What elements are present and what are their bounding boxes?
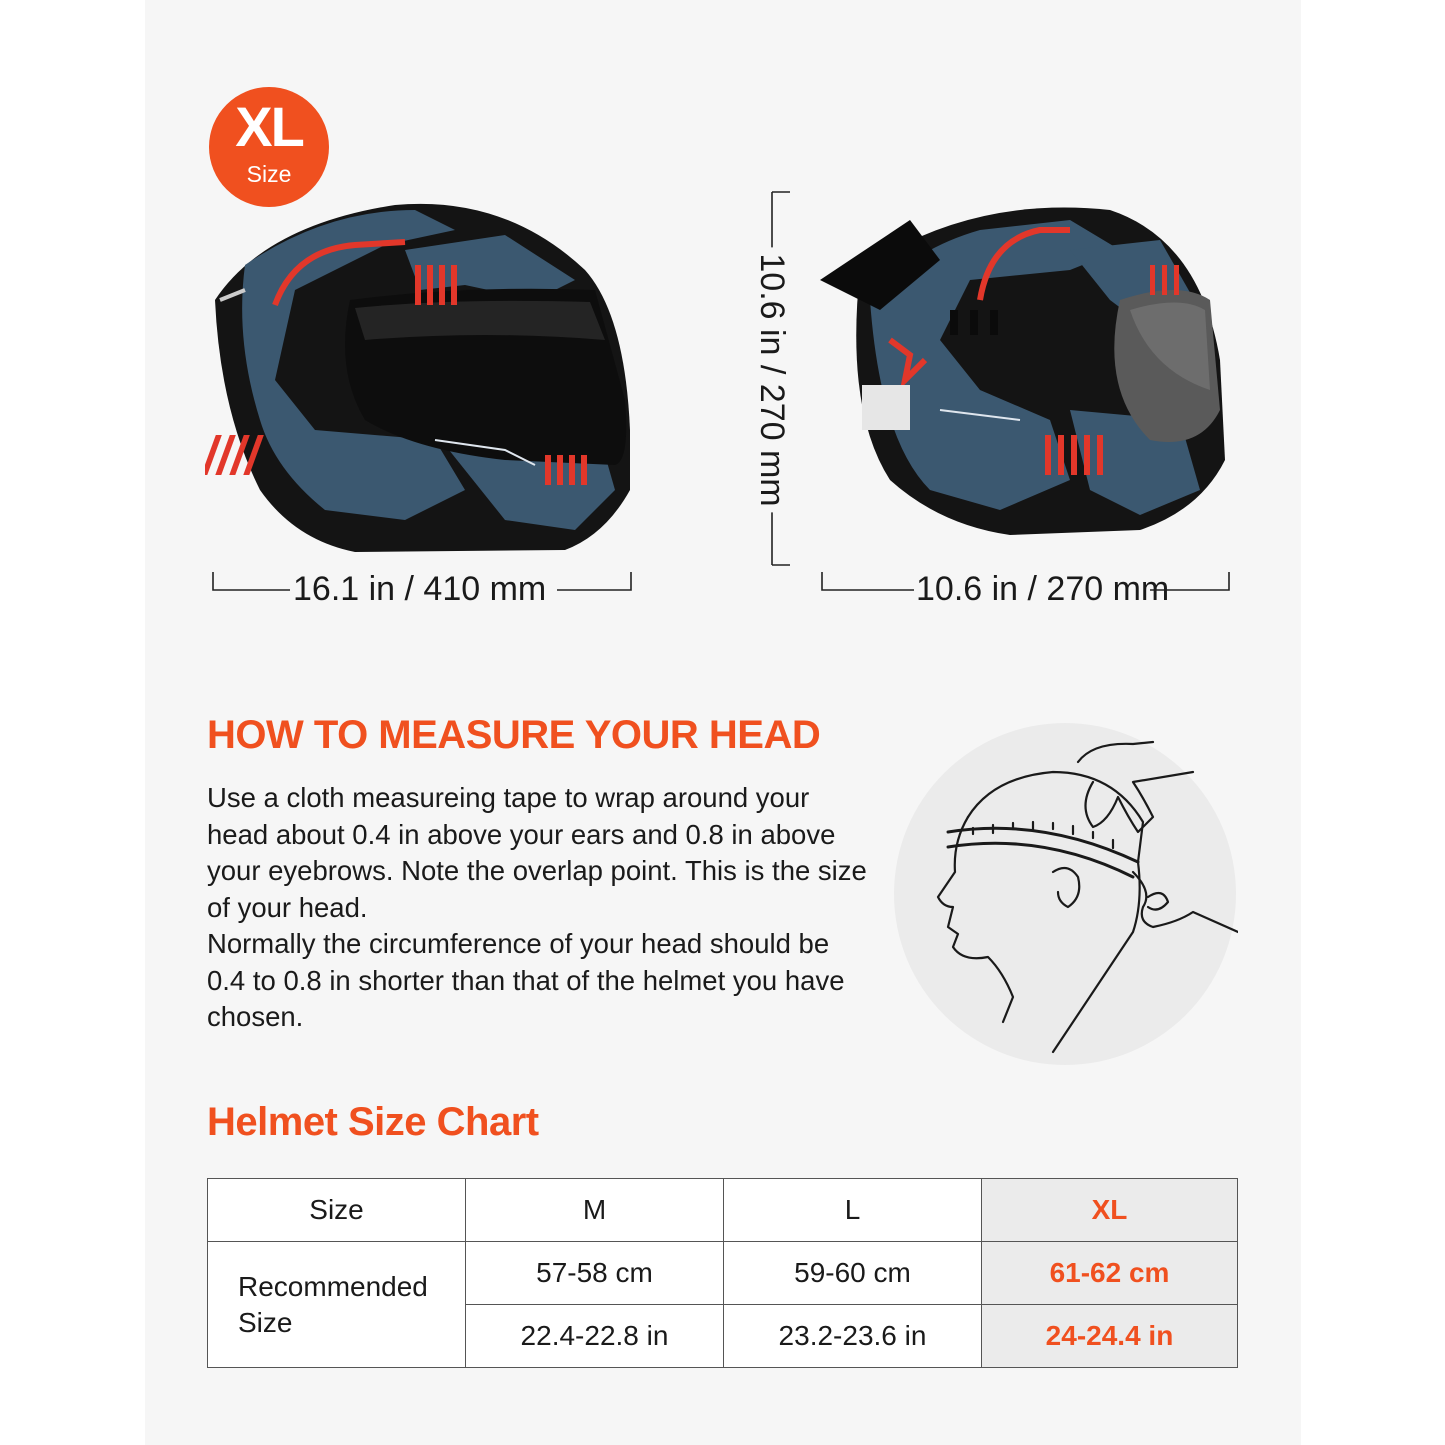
- instruction-paragraph-1: Use a cloth measureing tape to wrap around your head about 0.4 in above your ears and 0.8 in above your eyebrows. Note the overlap point. This is the size of your head.: [207, 782, 867, 923]
- side-length-label: 16.1 in / 410 mm: [293, 570, 547, 608]
- row-label: Recommended Size: [208, 1242, 466, 1368]
- cell-m-in: 22.4-22.8 in: [466, 1305, 724, 1368]
- cell-xl-in: 24-24.4 in: [982, 1305, 1238, 1368]
- width-label: 10.6 in / 270 mm: [916, 570, 1170, 608]
- measure-heading: HOW TO MEASURE YOUR HEAD: [207, 713, 821, 757]
- height-label: 10.6 in / 270 mm: [755, 247, 789, 512]
- measure-instructions: [207, 780, 867, 1036]
- header-size: Size: [208, 1179, 466, 1242]
- size-chart-table: [207, 1178, 1238, 1368]
- instruction-paragraph-2: Normally the circumference of your head should be 0.4 to 0.8 in shorter than that of the helmet you have chosen.: [207, 928, 845, 1032]
- cell-m-cm: 57-58 cm: [466, 1242, 724, 1305]
- head-measuring-icon: [893, 722, 1238, 1067]
- cell-l-in: 23.2-23.6 in: [724, 1305, 982, 1368]
- table-header-row: [208, 1179, 1238, 1242]
- header-xl: XL: [982, 1179, 1238, 1242]
- cell-xl-cm: 61-62 cm: [982, 1242, 1238, 1305]
- table-row-cm: [208, 1242, 1238, 1305]
- dimension-lines: [0, 0, 1445, 640]
- header-m: M: [466, 1179, 724, 1242]
- badge-size: XL: [235, 95, 303, 158]
- cell-l-cm: 59-60 cm: [724, 1242, 982, 1305]
- badge-label: Size: [246, 161, 292, 187]
- header-l: L: [724, 1179, 982, 1242]
- size-chart-title: Helmet Size Chart: [207, 1100, 539, 1144]
